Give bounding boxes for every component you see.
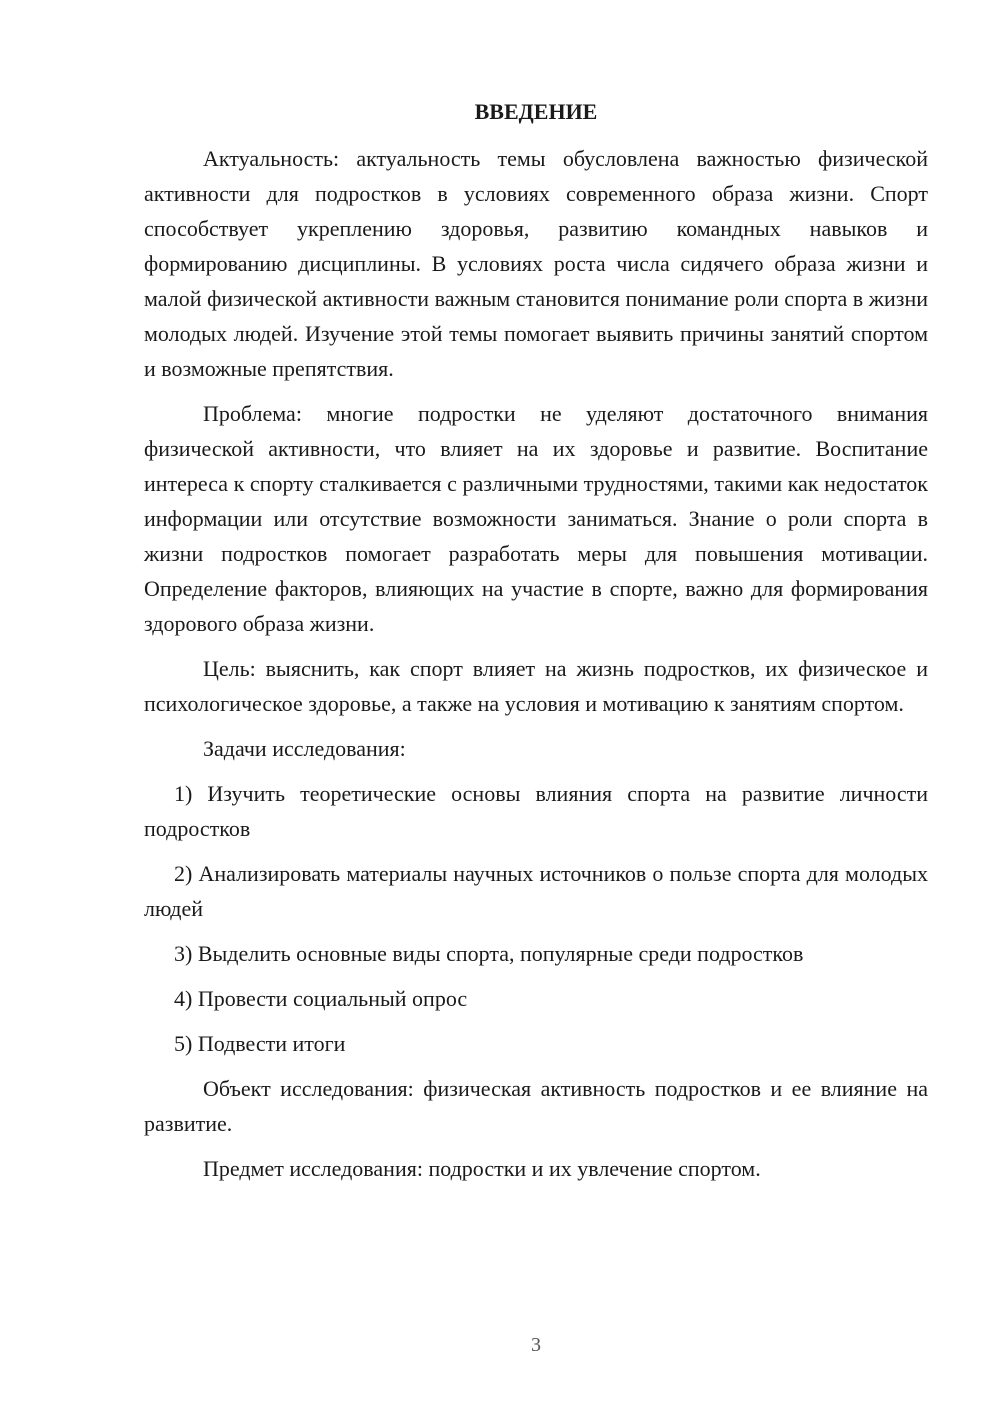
paragraph-problem: Проблема: многие подростки не уделяют достаточного внимания физической активности, что влияет на их здоровье и развитие. Воспитание интереса к спорту сталкивается с различными трудностями, такими как недостаток информации или отсутствие возможности заниматься. Знание о роли спорта в жизни подростков помогает разработать меры для повышения мотивации. Определение факторов, влияющих на участие в спорте, важно для формирования здорового образа жизни. — [144, 401, 928, 636]
paragraph-goal: Цель: выяснить, как спорт влияет на жизнь подростков, их физическое и психологическое здоровье, а также на условия и мотивацию к занятиям спортом. — [144, 656, 928, 716]
paragraph-relevance: Актуальность: актуальность темы обусловлена важностью физической активности для подростков в условиях современного образа жизни. Спорт способствует укреплению здоровья, развитию командных навыков и формированию дисциплины. В условиях роста числа сидячего образа жизни и малой физической активности важным становится понимание роли спорта в жизни молодых людей. Изучение этой темы помогает выявить причины занятий спортом и возможные препятствия. — [144, 146, 928, 381]
paragraph-object: Объект исследования: физическая активность подростков и ее влияние на развитие. — [144, 1076, 928, 1136]
list-item: 5) Подвести итоги — [174, 1031, 346, 1056]
list-item: 1) Изучить теоретические основы влияния спорта на развитие личности подростков — [144, 781, 928, 841]
list-item: 3) Выделить основные виды спорта, популярные среди подростков — [174, 941, 804, 966]
list-item: 4) Провести социальный опрос — [174, 986, 468, 1011]
section-title: ВВЕДЕНИЕ — [474, 99, 598, 124]
tasks-heading: Задачи исследования: — [203, 736, 406, 761]
page-number: 3 — [531, 1334, 541, 1356]
page-content — [144, 94, 928, 1196]
list-item: 2) Анализировать материалы научных источников о пользе спорта для молодых людей — [144, 861, 928, 921]
tasks-list — [144, 776, 928, 1061]
paragraph-subject: Предмет исследования: подростки и их увлечение спортом. — [203, 1156, 761, 1181]
